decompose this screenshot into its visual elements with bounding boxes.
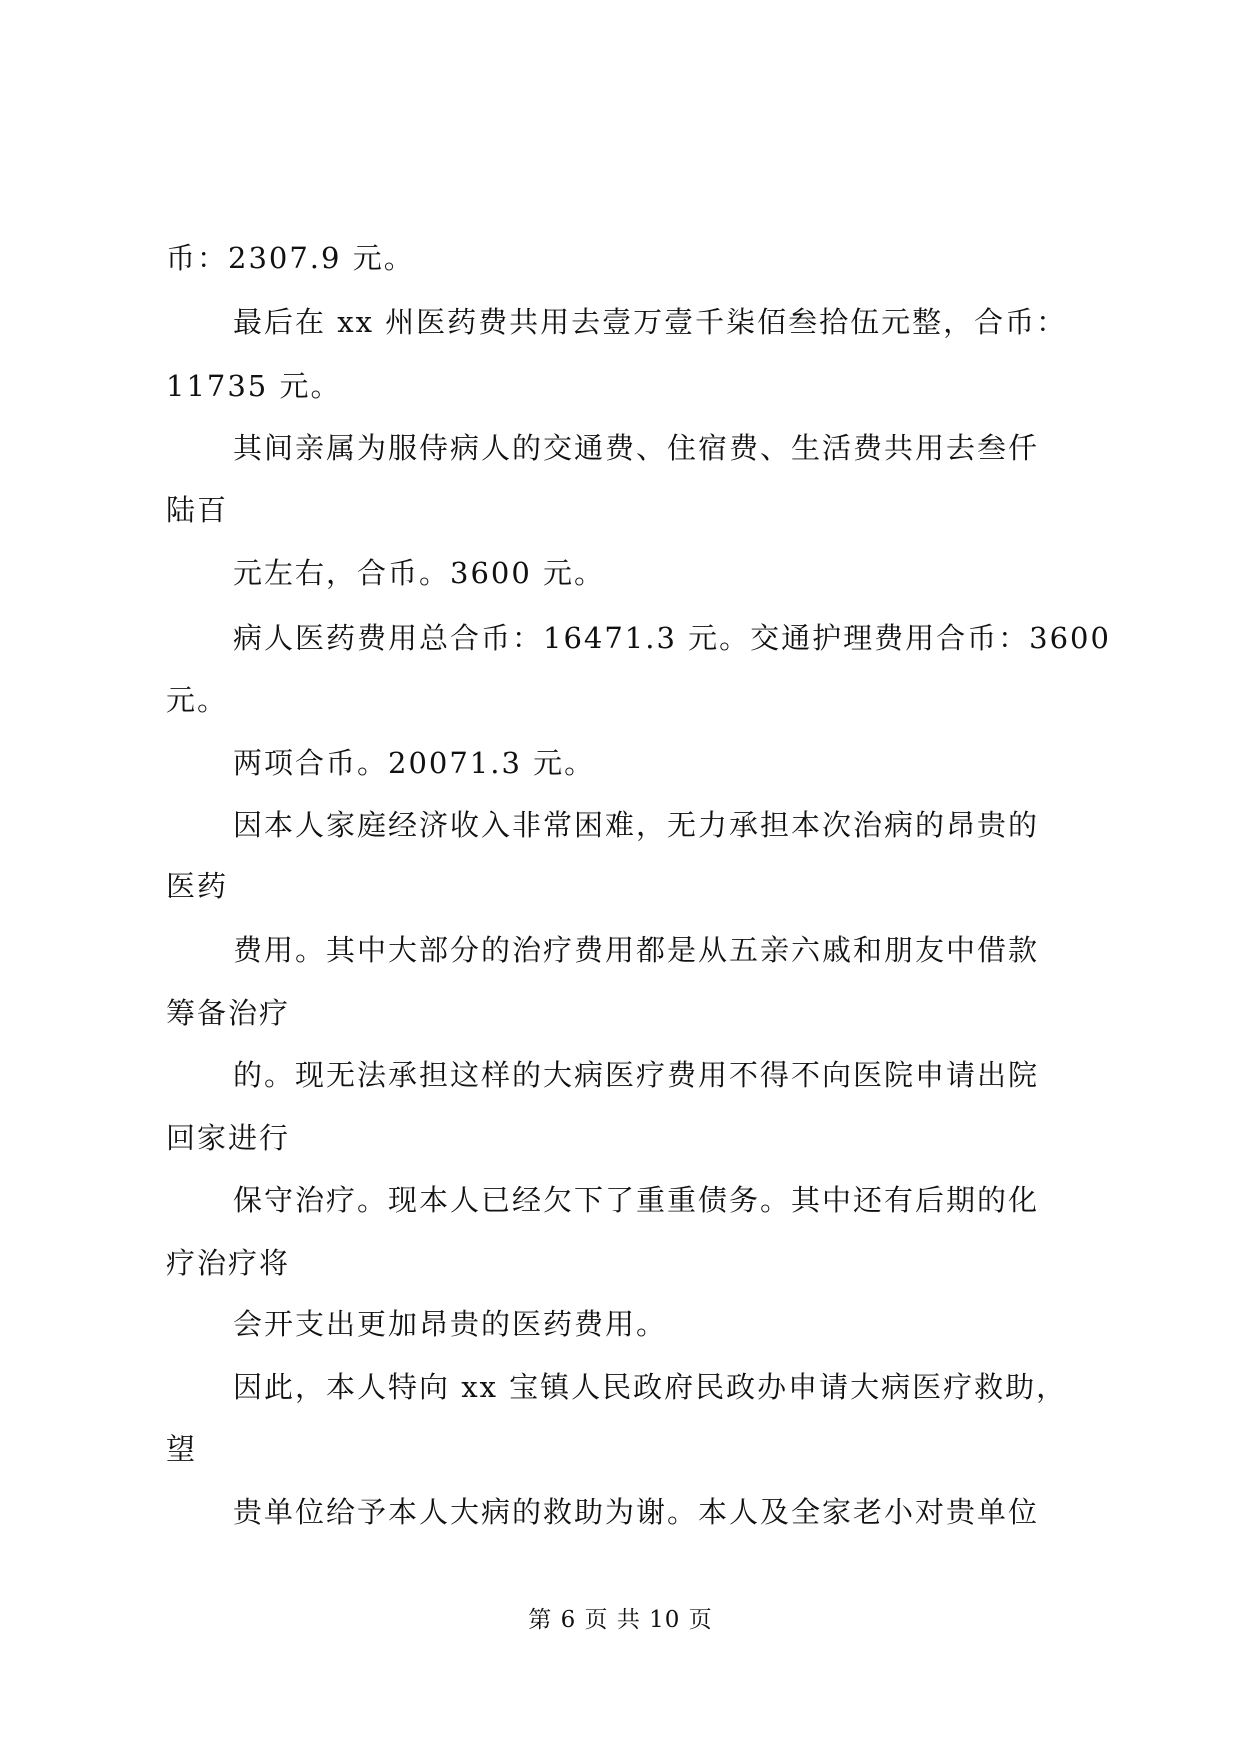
text-line: 两项合币。20071.3 元。 — [233, 746, 596, 780]
text-line: 其间亲属为服侍病人的交通费、住宿费、生活费共用去叁仟 — [233, 431, 1040, 465]
text-line: 回家进行 — [166, 1121, 291, 1155]
text-line: 望 — [166, 1432, 198, 1466]
text-line: 会开支出更加昂贵的医药费用。 — [233, 1307, 668, 1341]
text-line: 最后在 xx 州医药费共用去壹万壹千柒佰叁拾伍元整，合币： — [233, 305, 1068, 339]
text-line: 因本人家庭经济收入非常困难，无力承担本次治病的昂贵的 — [233, 808, 1040, 842]
text-line: 元左右，合币。3600 元。 — [233, 556, 606, 590]
text-line: 的。现无法承担这样的大病医疗费用不得不向医院申请出院 — [233, 1058, 1040, 1092]
text-line: 币：2307.9 元。 — [166, 241, 415, 275]
text-line: 贵单位给予本人大病的救助为谢。本人及全家老小对贵单位 — [233, 1495, 1040, 1529]
text-line: 陆百 — [166, 493, 229, 527]
text-line: 因此，本人特向 xx 宝镇人民政府民政办申请大病医疗救助， — [233, 1370, 1068, 1404]
page-footer: 第 6 页 共 10 页 — [528, 1607, 713, 1633]
text-line: 医药 — [166, 869, 229, 903]
text-line: 费用。其中大部分的治疗费用都是从五亲六戚和朋友中借款 — [233, 933, 1040, 967]
text-line: 元。 — [166, 683, 229, 717]
text-line: 病人医药费用总合币：16471.3 元。交通护理费用合币：3600 — [233, 621, 1111, 655]
text-line: 筹备治疗 — [166, 996, 291, 1030]
text-line: 11735 元。 — [166, 369, 342, 403]
text-line: 疗治疗将 — [166, 1246, 291, 1280]
text-line: 保守治疗。现本人已经欠下了重重债务。其中还有后期的化 — [233, 1183, 1040, 1217]
